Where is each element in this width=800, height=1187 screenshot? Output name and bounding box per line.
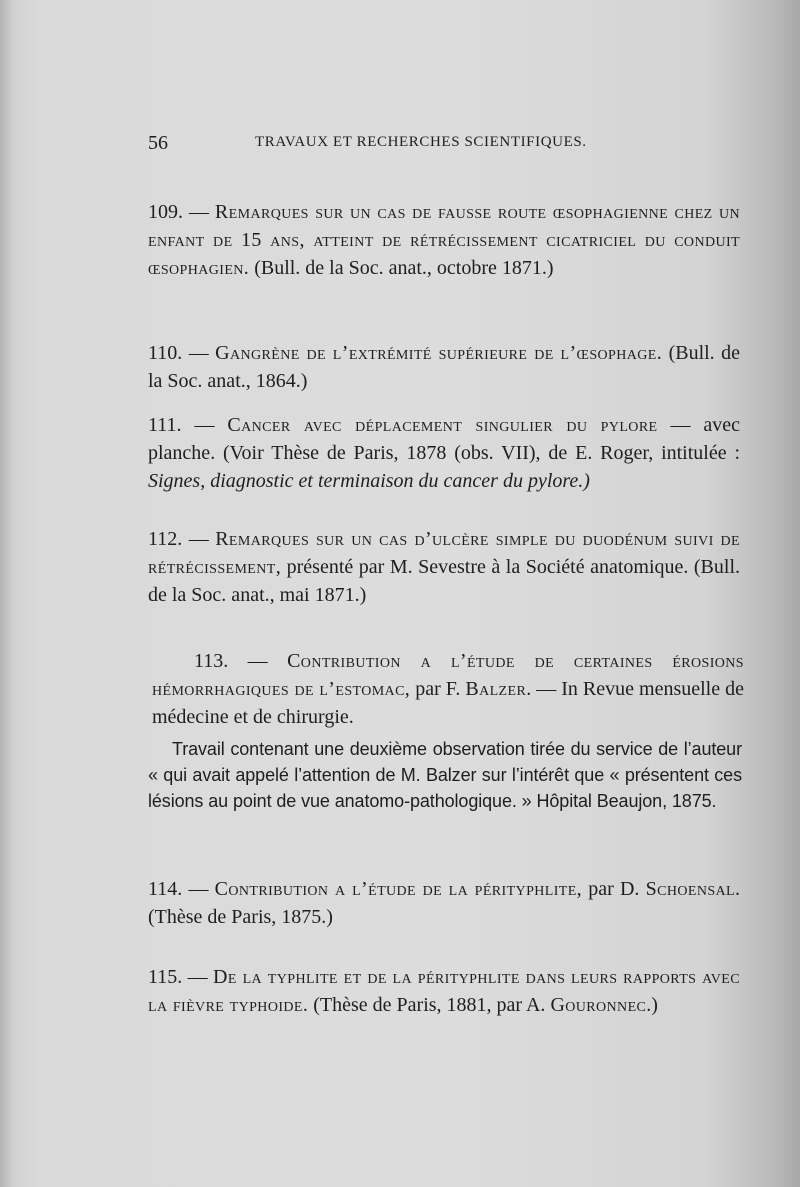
entry-author: Balzer bbox=[465, 678, 527, 700]
entry-reference: .) bbox=[646, 994, 658, 1016]
entry-number: 109. bbox=[148, 201, 183, 223]
entry-112 bbox=[148, 525, 740, 609]
entry-dash: — bbox=[182, 342, 216, 364]
entry-109 bbox=[148, 198, 740, 282]
entry-number: 111. bbox=[148, 414, 182, 436]
entry-author: Gouronnec bbox=[550, 994, 647, 1016]
entry-author: Schoensal bbox=[645, 878, 736, 900]
entry-title: Gangrène de l’extrémité supérieure de l’œsophage. bbox=[215, 342, 663, 364]
entry-114 bbox=[148, 875, 740, 931]
entry-title: Remarques sur un cas d’ulcère simple du duodénum suivi de rétrécissement, bbox=[148, 528, 741, 578]
entry-dash: — bbox=[181, 414, 228, 436]
entry-title: De la typhlite et de la pérityphlite dans leurs rapports avec la fièvre typhoide. bbox=[148, 966, 741, 1016]
entry-110 bbox=[148, 339, 740, 395]
entry-dash: — bbox=[182, 966, 214, 988]
running-title: TRAVAUX ET RECHERCHES SCIENTIFIQUES. bbox=[255, 134, 587, 150]
entry-115 bbox=[148, 963, 740, 1019]
entry-author-prefix: par F. bbox=[410, 678, 466, 700]
entry-reference: (Bull. de la Soc. anat., 1864.) bbox=[148, 342, 740, 392]
entry-111 bbox=[148, 411, 740, 495]
entry-reference: présenté par M. Sevestre à la Société anatomique. (Bull. de la Soc. anat., mai 1871.) bbox=[148, 556, 740, 606]
entry-title: Contribution a l’étude de la pérityphlite, bbox=[214, 878, 583, 900]
entry-113-note bbox=[148, 736, 742, 814]
entry-title: Contribution a l’étude de certaines érosions hémorrhagiques de l’estomac, bbox=[152, 650, 744, 700]
entry-reference: — avec planche. (Voir Thèse de Paris, 1878 (obs. VII), de E. Roger, intitulée : bbox=[148, 414, 740, 464]
entry-dash: — bbox=[182, 878, 215, 900]
entry-number: 110. bbox=[148, 342, 183, 364]
entry-number: 114. bbox=[148, 878, 183, 900]
entry-number: 115. bbox=[148, 966, 183, 988]
running-head bbox=[0, 132, 800, 156]
entry-reference: . (Thèse de Paris, 1875.) bbox=[148, 878, 741, 928]
entry-number: 112. bbox=[148, 528, 183, 550]
entry-author-prefix: (Thèse de Paris, 1881, par A. bbox=[308, 994, 551, 1016]
entry-dash: — bbox=[228, 650, 288, 672]
entry-author-prefix: par D. bbox=[582, 878, 646, 900]
entry-reference: (Bull. de la Soc. anat., octobre 1871.) bbox=[249, 257, 554, 279]
entry-dash: — bbox=[182, 528, 216, 550]
entry-113 bbox=[152, 647, 744, 731]
entry-title: Cancer avec déplacement singulier du pylore bbox=[227, 414, 658, 436]
note-text: Travail contenant une deuxième observation tirée du service de l’auteur « qui avait appelé l’attention de M. Balzer sur l’intérêt que « présentent ces lésions au point de vue anatomo-pathologique. » Hôpital Beaujon, 1875. bbox=[148, 739, 742, 811]
entry-italic-title: Signes, diagnostic et terminaison du cancer du pylore.) bbox=[148, 470, 590, 492]
entry-title: Remarques sur un cas de fausse route œsophagienne chez un enfant de 15 ans, atteint de rétrécissement cicatriciel du conduit œsophagien. bbox=[148, 201, 740, 279]
entry-dash: — bbox=[183, 201, 215, 223]
entry-reference: . — In Revue mensuelle de médecine et de chirurgie. bbox=[152, 678, 745, 728]
entry-number: 113. bbox=[194, 650, 229, 672]
page-number: 56 bbox=[148, 132, 168, 154]
